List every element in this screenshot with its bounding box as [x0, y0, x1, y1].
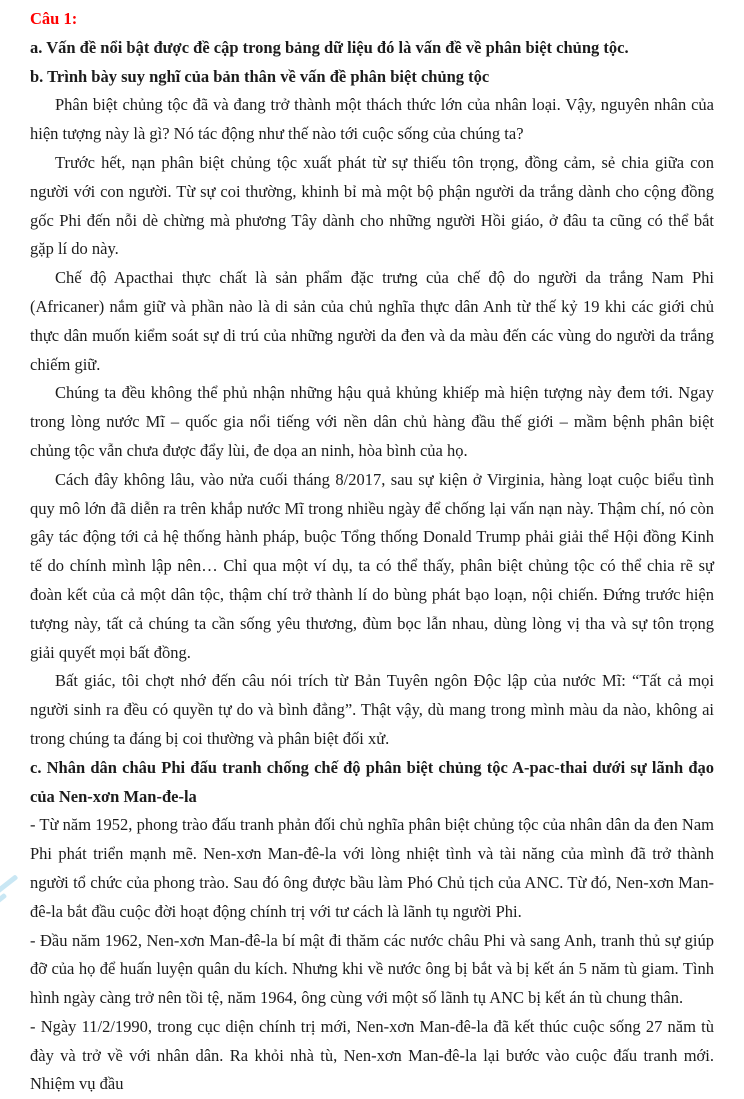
- answer-b-heading: b. Trình bày suy nghĩ của bản thân về vấn đề phân biệt chủng tộc: [30, 66, 490, 86]
- essay-paragraph-virginia: Cách đây không lâu, vào nửa cuối tháng 8/2017, sau sự kiện ở Virginia, hàng loạt cuộc biểu tình quy mô lớn đã diễn ra trên khắp nước Mĩ trong nhiều ngày để chống lại vấn nạn này. Thậm chí, nó còn gây tác động tới cả hệ thống hành pháp, buộc Tổng thống Donald Trump phải giải thể Hội đồng Kinh tế do chính mình lập nên… Chỉ qua một ví dụ, ta có thể thấy, phân biệt chủng tộc có thể chia rẽ sự đoàn kết của cả một dân tộc, thậm chí trở thành lí do bùng phát bạo loạn, nội chiến. Đứng trước hiện tượng này, tất cả chúng ta cần sống yêu thương, đùm bọc lẫn nhau, dùng lòng vị tha và sự tôn trọng giải quyết mọi bất đồng.: [30, 469, 714, 662]
- mandela-item-1962: - Đầu năm 1962, Nen-xơn Man-đê-la bí mật đi thăm các nước châu Phi và sang Anh, tranh thủ sự giúp đỡ của họ để huấn luyện quân du kích. Nhưng khi về nước ông bị bắt và bị kết án 5 năm tù giam. Tình hình ngày càng trở nên tồi tệ, năm 1964, ông cùng với một số lãnh tụ ANC bị kết án tù chung thân.: [30, 930, 714, 1008]
- essay-paragraph-causes: Trước hết, nạn phân biệt chủng tộc xuất phát từ sự thiếu tôn trọng, đồng cảm, sẻ chia giữa con người với con người. Từ sự coi thường, khinh bỉ mà một bộ phận người da trắng dành cho cộng đồng gốc Phi đến nỗi dè chừng mà phương Tây dành cho những người Hồi giáo, ở đâu ta cũng có thể bắt gặp lí do này.: [30, 152, 714, 259]
- essay-paragraph-intro: Phân biệt chủng tộc đã và đang trở thành một thách thức lớn của nhân loại. Vậy, nguyên nhân của hiện tượng này là gì? Nó tác động như thế nào tới cuộc sống của chúng ta?: [30, 95, 714, 144]
- essay-paragraph-apartheid: Chế độ Apacthai thực chất là sản phẩm đặc trưng của chế độ do người da trắng Nam Phi (Africaner) nắm giữ và phần nào là di sản của chủ nghĩa thực dân Anh từ thế kỷ 19 khi các giới chủ thực dân muốn kiểm soát sự di trú của những người da đen và da màu đến các vùng do người da trắng chiếm giữ.: [30, 268, 714, 374]
- scan-artifact-watermark: [0, 877, 20, 919]
- essay-paragraph-consequences: Chúng ta đều không thể phủ nhận những hậu quả khủng khiếp mà hiện tượng này đem tới. Ngay trong lòng nước Mĩ – quốc gia nổi tiếng với nền dân chủ hàng đầu thế giới – mầm bệnh phân biệt chủng tộc vẫn chưa được đẩy lùi, đe dọa an ninh, hòa bình của họ.: [30, 383, 714, 460]
- answer-a-statement: a. Vấn đề nổi bật được đề cập trong bảng dữ liệu đó là vấn đề về phân biệt chủng tộc.: [30, 37, 629, 57]
- mandela-item-1990: - Ngày 11/2/1990, trong cục diện chính trị mới, Nen-xơn Man-đê-la đã kết thúc cuộc sống 27 năm tù đày và trở về với nhân dân. Ra khỏi nhà tù, Nen-xơn Man-đê-la lại bước vào cuộc đấu tranh mới. Nhiệm vụ đầu: [30, 1016, 714, 1094]
- question-heading: Câu 1:: [30, 9, 78, 28]
- essay-paragraph-conclusion: Bất giác, tôi chợt nhớ đến câu nói trích từ Bản Tuyên ngôn Độc lập của nước Mĩ: “Tất cả mọi người sinh ra đều có quyền tự do và bình đẳng”. Thật vậy, dù mang trong mình màu da nào, không ai trong chúng ta đáng bị coi thường và phân biệt đối xử.: [30, 671, 714, 748]
- answer-c-heading: c. Nhân dân châu Phi đấu tranh chống chế độ phân biệt chủng tộc A-pac-thai dưới sự lãnh đạo của Nen-xơn Man-đe-la: [30, 757, 714, 806]
- mandela-item-1952: - Từ năm 1952, phong trào đấu tranh phản đối chủ nghĩa phân biệt chủng tộc của nhân dân da đen Nam Phi phát triển mạnh mẽ. Nen-xơn Man-đê-la với lòng nhiệt tình và tài năng của mình đã trở thành người tổ chức của phong trào. Sau đó ông được bầu làm Phó Chủ tịch của ANC. Từ đó, Nen-xơn Man-đê-la bắt đầu cuộc đời hoạt động chính trị với tư cách là lãnh tụ người Phi.: [30, 815, 714, 921]
